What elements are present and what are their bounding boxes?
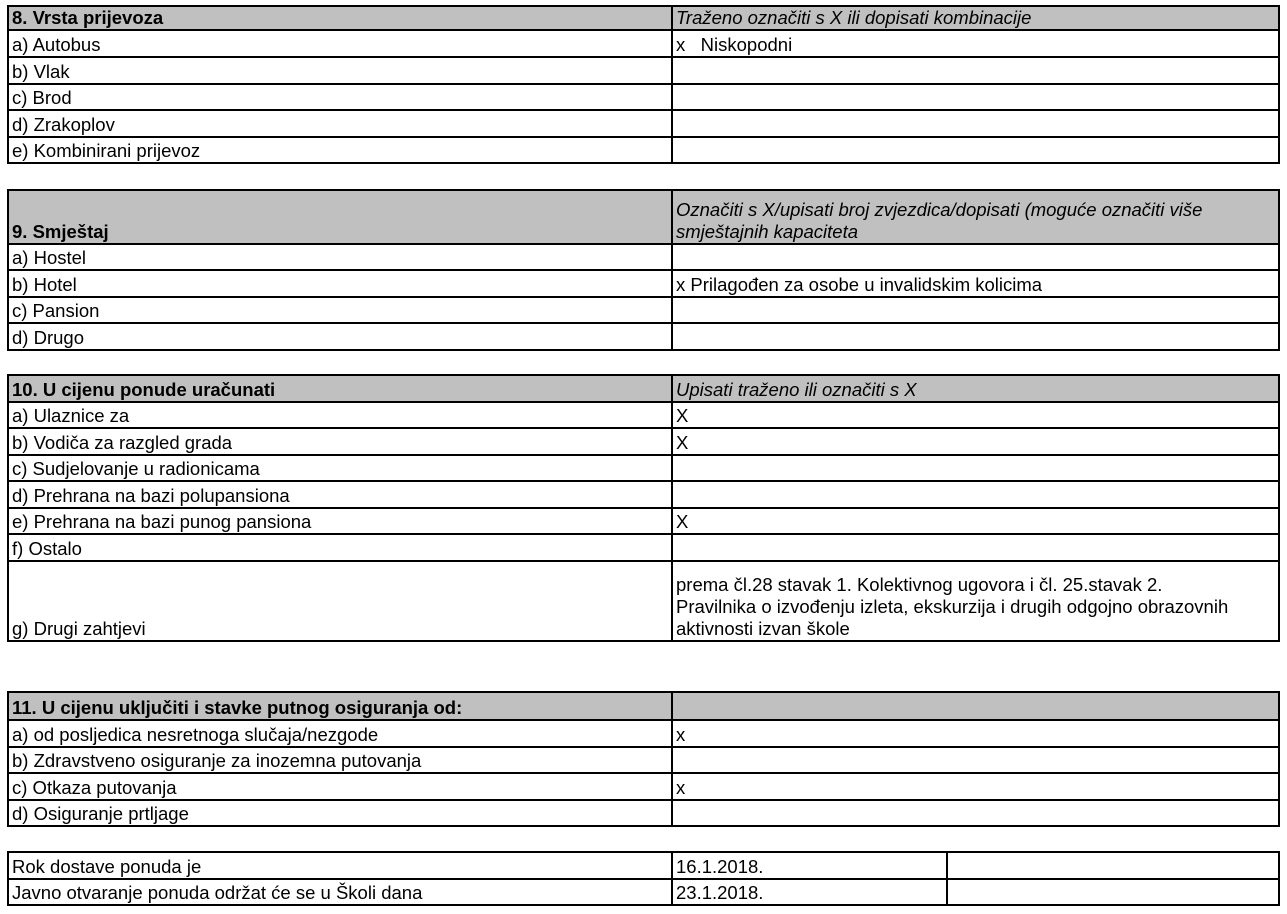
row-label: g) Drugi zahtjevi — [8, 561, 672, 641]
row-extra — [947, 879, 1279, 905]
table-row — [8, 428, 1279, 455]
table-row — [8, 84, 1279, 110]
section-11-note — [672, 692, 1279, 720]
row-value: 23.1.2018. — [672, 879, 947, 905]
table-row — [8, 481, 1279, 508]
table-row — [8, 402, 1279, 428]
table-row — [8, 137, 1279, 163]
row-label: b) Zdravstveno osiguranje za inozemna putovanja — [8, 747, 672, 773]
row-value: 16.1.2018. — [672, 852, 947, 879]
row-label: c) Brod — [8, 84, 672, 110]
row-label: b) Vlak — [8, 57, 672, 84]
table-row — [8, 297, 1279, 323]
section-11-insurance-table — [7, 691, 1280, 827]
row-label: a) Hostel — [8, 244, 672, 270]
row-value: X — [672, 402, 1279, 428]
row-value — [672, 110, 1279, 137]
section-9-header — [8, 190, 1279, 244]
row-label: c) Otkaza putovanja — [8, 773, 672, 800]
row-value — [672, 137, 1279, 163]
section-8-header — [8, 6, 1279, 30]
row-value — [672, 84, 1279, 110]
row-value: prema čl.28 stavak 1. Kolektivnog ugovora i čl. 25.stavak 2. Pravilnika o izvođenju izleta, ekskurzija i drugih odgojno obrazovnih aktivnosti izvan škole — [672, 561, 1279, 641]
row-value — [672, 800, 1279, 826]
table-row — [8, 852, 1279, 879]
row-value — [672, 244, 1279, 270]
row-label: c) Pansion — [8, 297, 672, 323]
section-11-header — [8, 692, 1279, 720]
table-row — [8, 773, 1279, 800]
row-value — [672, 455, 1279, 481]
table-row — [8, 747, 1279, 773]
section-8-transport-table — [7, 5, 1280, 164]
section-8-title: 8. Vrsta prijevoza — [8, 6, 672, 30]
row-label: a) Ulaznice za — [8, 402, 672, 428]
table-row — [8, 57, 1279, 84]
table-row — [8, 270, 1279, 297]
section-8-note: Traženo označiti s X ili dopisati kombinacije — [672, 6, 1279, 30]
row-label: c) Sudjelovanje u radionicama — [8, 455, 672, 481]
row-value — [672, 534, 1279, 561]
row-value — [672, 57, 1279, 84]
table-row — [8, 30, 1279, 57]
section-9-accommodation-table — [7, 189, 1280, 351]
row-value: x — [672, 773, 1279, 800]
row-value — [672, 747, 1279, 773]
table-row — [8, 800, 1279, 826]
row-label: b) Vodiča za razgled grada — [8, 428, 672, 455]
row-label: Javno otvaranje ponuda održat će se u Školi dana — [8, 879, 672, 905]
table-row — [8, 323, 1279, 350]
row-label: e) Kombinirani prijevoz — [8, 137, 672, 163]
table-row — [8, 110, 1279, 137]
table-row — [8, 244, 1279, 270]
table-row — [8, 534, 1279, 561]
row-label: a) Autobus — [8, 30, 672, 57]
row-value — [672, 323, 1279, 350]
section-11-title: 11. U cijenu uključiti i stavke putnog osiguranja od: — [8, 692, 672, 720]
row-label: d) Osiguranje prtljage — [8, 800, 672, 826]
row-label: d) Zrakoplov — [8, 110, 672, 137]
table-row — [8, 508, 1279, 534]
table-row — [8, 561, 1279, 641]
row-value: x — [672, 720, 1279, 747]
table-row — [8, 879, 1279, 905]
section-10-note: Upisati traženo ili označiti s X — [672, 375, 1279, 402]
row-value — [672, 297, 1279, 323]
section-10-included-table — [7, 374, 1280, 642]
row-value: X — [672, 428, 1279, 455]
section-9-title: 9. Smještaj — [8, 190, 672, 244]
row-label: a) od posljedica nesretnoga slučaja/nezgode — [8, 720, 672, 747]
section-9-note: Označiti s X/upisati broj zvjezdica/dopisati (moguće označiti više smještajnih kapaciteta — [672, 190, 1279, 244]
row-value — [672, 481, 1279, 508]
row-label: Rok dostave ponuda je — [8, 852, 672, 879]
deadlines-table — [7, 851, 1280, 906]
row-value: x Niskopodni — [672, 30, 1279, 57]
row-label: d) Prehrana na bazi polupansiona — [8, 481, 672, 508]
row-extra — [947, 852, 1279, 879]
row-label: b) Hotel — [8, 270, 672, 297]
section-10-title: 10. U cijenu ponude uračunati — [8, 375, 672, 402]
section-10-header — [8, 375, 1279, 402]
row-value: x Prilagođen za osobe u invalidskim kolicima — [672, 270, 1279, 297]
row-label: e) Prehrana na bazi punog pansiona — [8, 508, 672, 534]
row-value: X — [672, 508, 1279, 534]
table-row — [8, 720, 1279, 747]
row-label: d) Drugo — [8, 323, 672, 350]
row-label: f) Ostalo — [8, 534, 672, 561]
table-row — [8, 455, 1279, 481]
